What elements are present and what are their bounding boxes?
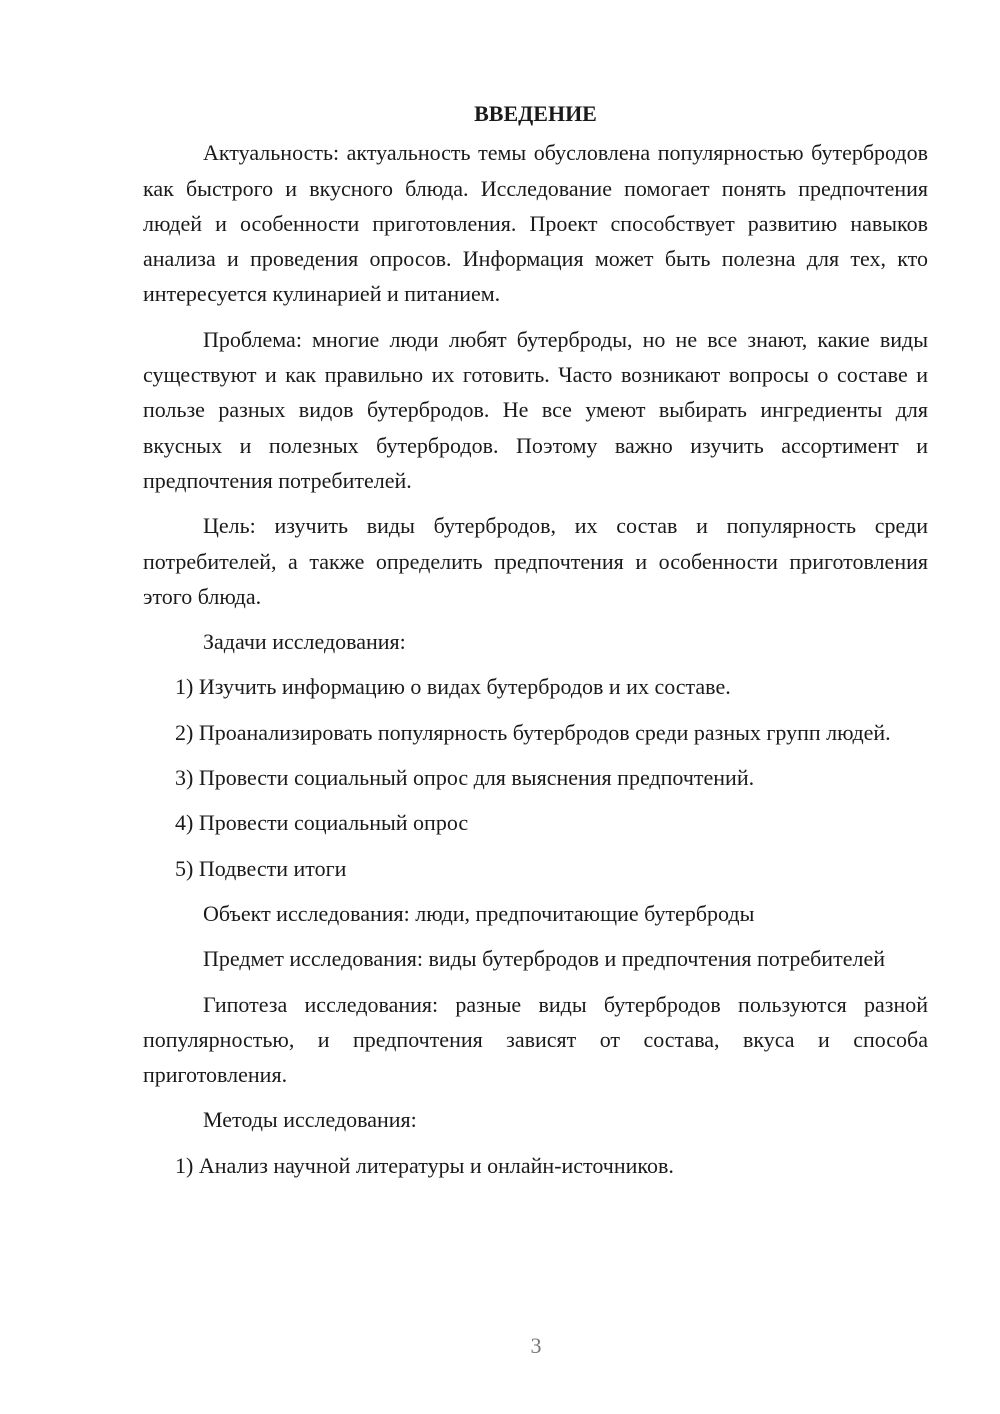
object-paragraph: Объект исследования: люди, предпочитающие бутерброды: [203, 900, 755, 926]
problem-paragraph: Проблема: многие люди любят бутерброды, но не все знают, какие виды существуют и как правильно их готовить. Часто возникают вопросы о составе и пользе разных видов бутербродов. Не все умеют выбирать ингредиенты для вкусных и полезных бутербродов. Поэтому важно изучить ассортимент и предпочтения потребителей.: [143, 326, 928, 493]
tasks-heading: Задачи исследования:: [203, 629, 406, 655]
hypothesis-paragraph: Гипотеза исследования: разные виды бутербродов пользуются разной популярностью, и предпочтения зависят от состава, вкуса и способа приготовления.: [143, 991, 928, 1088]
goal-paragraph: Цель: изучить виды бутербродов, их состав и популярность среди потребителей, а также определить предпочтения и особенности приготовления этого блюда.: [143, 513, 928, 609]
section-heading: ВВЕДЕНИЕ: [474, 101, 597, 126]
document-page: [143, 96, 928, 1193]
relevance-paragraph: Актуальность: актуальность темы обусловлена популярностью бутербродов как быстрого и вкусного блюда. Исследование помогает понять предпочтения людей и особенности приготовления. Проект способствует развитию навыков анализа и проведения опросов. Информация может быть полезна для тех, кто интересуется кулинарией и питанием.: [143, 140, 928, 307]
task-item-4: 4) Провести социальный опрос: [175, 810, 469, 836]
task-item-1: 1) Изучить информацию о видах бутербродов и их составе.: [175, 674, 731, 700]
method-item-1: 1) Анализ научной литературы и онлайн-источников.: [175, 1152, 674, 1178]
subject-paragraph: Предмет исследования: виды бутербродов и предпочтения потребителей: [203, 946, 885, 972]
task-item-3: 3) Провести социальный опрос для выяснения предпочтений.: [175, 765, 755, 791]
task-item-5: 5) Подвести итоги: [175, 855, 347, 881]
page-number: 3: [530, 1333, 542, 1358]
task-item-2: 2) Проанализировать популярность бутербродов среди разных групп людей.: [175, 719, 891, 745]
methods-heading: Методы исследования:: [203, 1107, 417, 1133]
